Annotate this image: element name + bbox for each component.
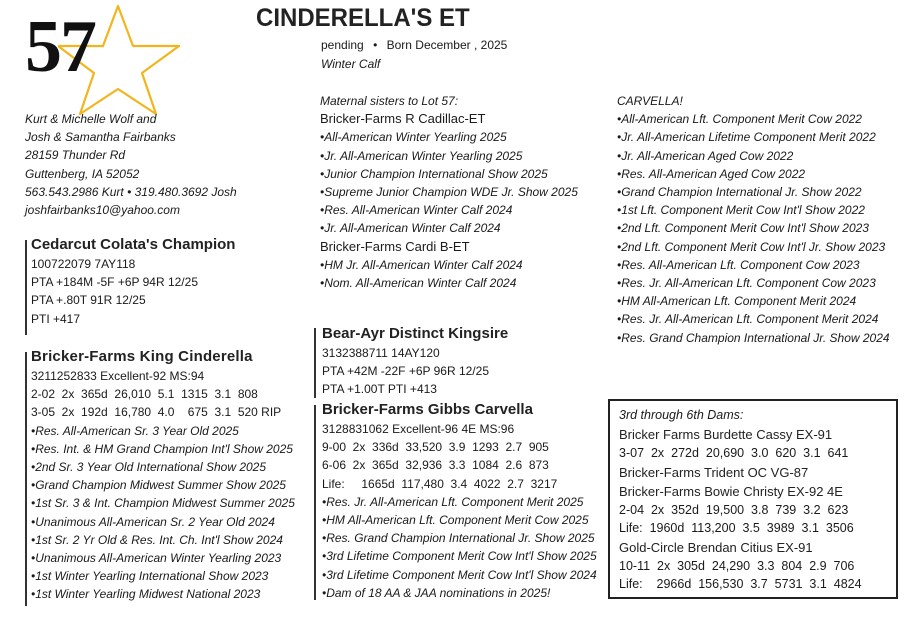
achievement-item: •2nd Lft. Component Merit Cow Int'l Show 2023	[617, 221, 869, 236]
achievement-item: •1st Winter Yearling International Show 2023	[31, 569, 269, 584]
achievement-item: •Supreme Junior Champion WDE Jr. Show 2025	[320, 185, 578, 200]
achievement-item: •1st Sr. 3 & Int. Champion Midwest Summer 2025	[31, 496, 295, 511]
page-title: CINDERELLA'S ET	[256, 4, 470, 32]
production-record: 2-04 2x 352d 19,500 3.8 739 3.2 623	[619, 502, 849, 517]
achievement-item: •Jr. All-American Lifetime Component Merit 2022	[617, 130, 876, 145]
achievement-item: •Res. All-American Winter Calf 2024	[320, 203, 513, 218]
dam-achievements	[31, 422, 295, 604]
owner-line: Josh & Samantha Fairbanks	[25, 130, 176, 145]
dam-6-records	[619, 557, 862, 594]
production-record: 3-05 2x 192d 16,780 4.0 675 3.1 520 RIP	[31, 405, 282, 420]
achievement-item: •Dam of 18 AA & JAA nominations in 2025!	[322, 585, 551, 600]
achievement-item: •3rd Lifetime Component Merit Cow Int'l Show 2025	[322, 549, 597, 564]
mgs-name: Bear-Ayr Distinct Kingsire	[322, 325, 509, 342]
achievement-item: •HM All-American Lft. Component Merit 2024	[617, 294, 857, 309]
mgs-section	[322, 324, 508, 399]
production-record: Life: 2966d 156,530 3.7 5731 3.1 4824	[619, 577, 862, 591]
achievement-item: •Res. Int. & HM Grand Champion Int'l Show 2025	[31, 441, 293, 456]
achievement-item: •Grand Champion Midwest Summer Show 2025	[31, 478, 286, 493]
sire-detail-line: PTA +.80T 91R 12/25	[31, 293, 146, 308]
achievement-item: •2nd Sr. 3 Year Old International Show 2025	[31, 460, 267, 475]
achievement-item: •Unanimous All-American Winter Yearling 2023	[31, 551, 282, 566]
production-record: 10-11 2x 305d 24,290 3.3 804 2.9 706	[619, 558, 855, 573]
sire-details	[31, 255, 235, 328]
carvella-section	[617, 92, 890, 347]
sister-name: Bricker-Farms Cardi B-ET	[320, 238, 470, 254]
achievement-item: •1st Lft. Component Merit Cow Int'l Show 2022	[617, 203, 865, 218]
achievement-item: •Nom. All-American Winter Calf 2024	[320, 276, 517, 291]
granddam-name: Bricker-Farms Gibbs Carvella	[322, 401, 533, 418]
dam-section	[31, 347, 295, 604]
mgs-details	[322, 344, 508, 399]
achievement-item: •Res. Jr. All-American Lft. Component Merit 2024	[617, 312, 879, 327]
dam-name: Bricker-Farms King Cinderella	[31, 348, 253, 365]
achievement-item: •Unanimous All-American Sr. 2 Year Old 2024	[31, 514, 275, 529]
achievement-item: •Res. Jr. All-American Lft. Component Merit 2025	[322, 494, 584, 509]
achievement-item: •2nd Lft. Component Merit Cow Int'l Jr. Show 2023	[617, 239, 886, 254]
dam-5-name: Bricker-Farms Bowie Christy EX-92 4E	[619, 483, 843, 499]
owner-line: Kurt & Michelle Wolf and	[25, 112, 157, 126]
sire-divider	[25, 240, 27, 335]
dam-3-records	[619, 444, 862, 463]
achievement-item: •Res. All-American Sr. 3 Year Old 2025	[31, 423, 239, 438]
production-record: 3-07 2x 272d 20,690 3.0 620 3.1 641	[619, 446, 849, 460]
achievement-item: •1st Winter Yearling Midwest National 2023	[31, 587, 261, 602]
achievement-item: •Res. Grand Champion International Jr. Show 2024	[617, 330, 890, 345]
granddam-section	[322, 400, 597, 602]
sire-detail-line: PTI +417	[31, 311, 81, 326]
achievement-item: •1st Sr. 2 Yr Old & Res. Int. Ch. Int'l Show 2024	[31, 532, 283, 547]
dam-6-name: Gold-Circle Brendan Citius EX-91	[619, 539, 813, 555]
achievement-item: •Res. Jr. All-American Lft. Component Cow 2023	[617, 276, 876, 291]
achievement-item: •Res. All-American Aged Cow 2022	[617, 166, 806, 181]
achievement-item: •Res. All-American Lft. Component Cow 2023	[617, 257, 860, 272]
production-record: Life: 1665d 117,480 3.4 4022 2.7 3217	[322, 476, 558, 491]
production-record: 9-00 2x 336d 33,520 3.9 1293 2.7 905	[322, 440, 549, 455]
maternal-heading: Maternal sisters to Lot 57:	[320, 94, 459, 108]
granddam-achievements	[322, 493, 597, 602]
maternal-sisters-section	[320, 92, 578, 292]
bullet-separator: •	[373, 38, 378, 52]
production-record: 2-02 2x 365d 26,010 5.1 1315 3.1 808	[31, 387, 258, 402]
achievement-item: •Grand Champion International Jr. Show 2022	[617, 185, 862, 200]
lot-info	[321, 36, 507, 55]
achievement-item: •Jr. All-American Winter Yearling 2025	[320, 148, 523, 163]
calf-class: Winter Calf	[321, 57, 381, 71]
dam-4-name: Bricker-Farms Trident OC VG-87	[619, 464, 809, 480]
granddam-records	[322, 438, 597, 493]
owner-info	[25, 110, 237, 219]
achievement-item: •Res. Grand Champion International Jr. Show 2025	[322, 531, 595, 546]
mgs-detail-line: PTA +1.00T PTI +413	[322, 382, 437, 397]
achievement-item: •All-American Winter Yearling 2025	[320, 130, 507, 145]
owner-email: joshfairbanks10@yahoo.com	[25, 203, 180, 218]
owner-city: Guttenberg, IA 52052	[25, 166, 140, 181]
production-record: 6-06 2x 365d 32,936 3.3 1084 2.6 873	[322, 458, 549, 473]
owner-phones: 563.543.2986 Kurt • 319.480.3692 Josh	[25, 184, 237, 199]
achievement-item: •HM All-American Lft. Component Merit Cow 2025	[322, 513, 589, 528]
production-record: Life: 1960d 113,200 3.5 3989 3.1 3506	[619, 521, 854, 535]
dam-divider	[25, 352, 27, 606]
dams-heading: 3rd through 6th Dams:	[619, 408, 744, 422]
achievement-item: •All-American Lft. Component Merit Cow 2022	[617, 112, 862, 127]
dam-registration: 3211252833 Excellent-92 MS:94	[31, 369, 205, 383]
owner-address: 28159 Thunder Rd	[25, 148, 126, 163]
mgs-detail-line: PTA +42M -22F +6P 96R 12/25	[322, 364, 489, 379]
achievement-item: •HM Jr. All-American Winter Calf 2024	[320, 257, 523, 272]
sister-name: Bricker-Farms R Cadillac-ET	[320, 111, 486, 127]
achievement-item: •3rd Lifetime Component Merit Cow Int'l Show 2024	[322, 567, 597, 582]
granddam-registration: 3128831062 Excellent-96 4E MS:96	[322, 422, 515, 436]
birth-date: Born December , 2025	[386, 38, 508, 52]
achievement-item: •Jr. All-American Winter Calf 2024	[320, 221, 501, 236]
dam-3-name: Bricker Farms Burdette Cassy EX-91	[619, 427, 833, 442]
dam-records	[31, 385, 295, 421]
lot-number: 57	[25, 6, 95, 88]
sire-section	[31, 235, 235, 328]
sire-detail-line: 100722079 7AY118	[31, 257, 136, 271]
dams-box	[608, 399, 898, 599]
carvella-achievements	[617, 110, 890, 347]
achievement-item: •Junior Champion International Show 2025	[320, 166, 548, 181]
sire-name: Cedarcut Colata's Champion	[31, 236, 236, 253]
mgs-divider	[314, 328, 316, 398]
sire-detail-line: PTA +184M -5F +6P 94R 12/25	[31, 275, 198, 290]
granddam-divider	[314, 405, 316, 600]
dam-5-records	[619, 501, 862, 538]
sister-achievements	[320, 128, 578, 237]
sister-achievements	[320, 256, 578, 292]
achievement-item: •Jr. All-American Aged Cow 2022	[617, 148, 794, 163]
pedigree-status: pending	[321, 38, 364, 52]
carvella-heading: CARVELLA!	[617, 94, 683, 108]
mgs-detail-line: 3132388711 14AY120	[322, 346, 440, 360]
